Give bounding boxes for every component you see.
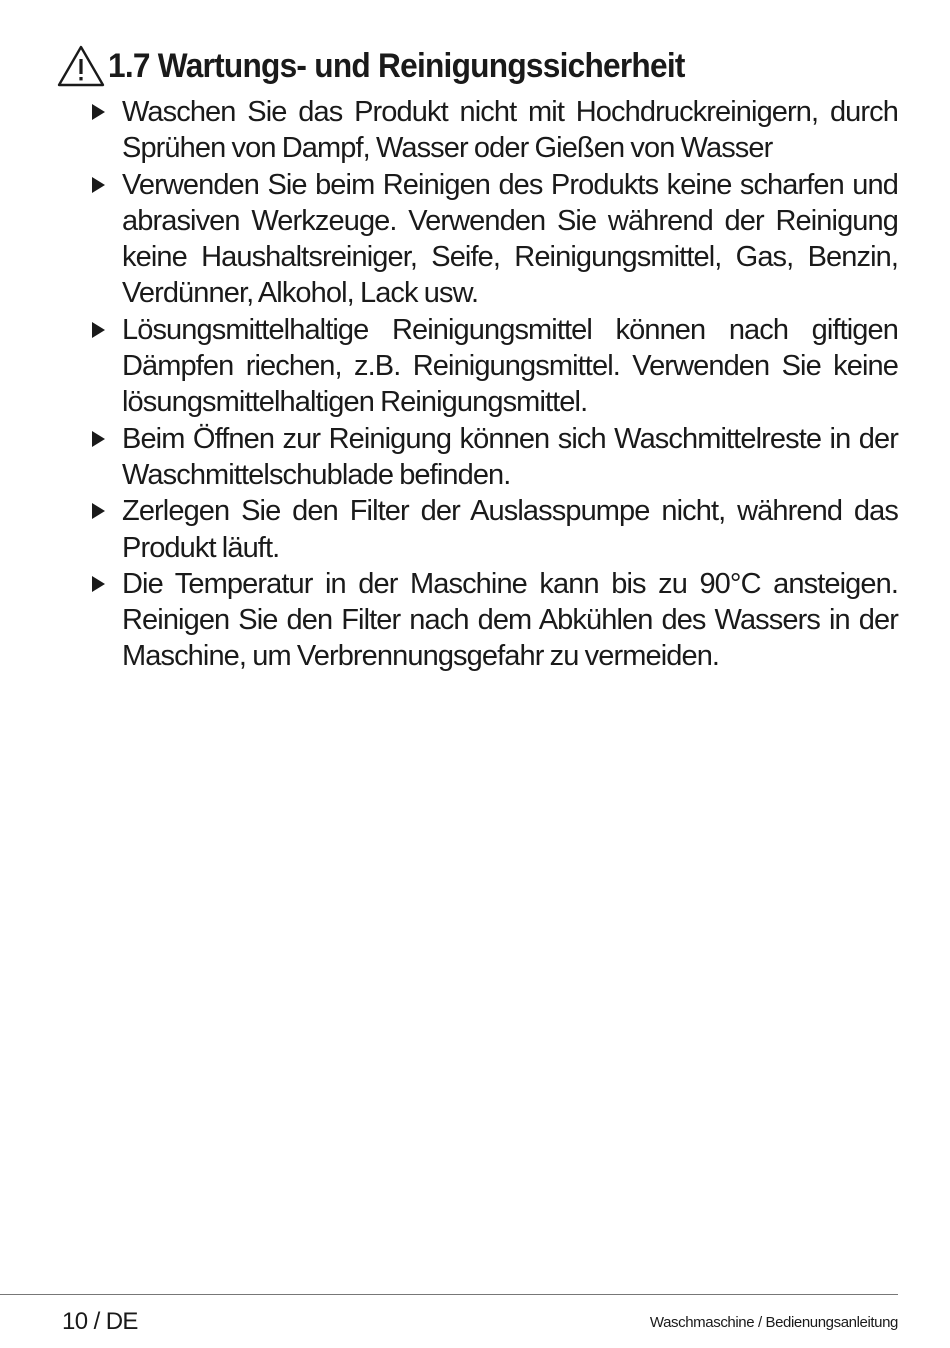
list-item: [90, 312, 898, 421]
section-heading: [56, 44, 728, 88]
list-item: [90, 566, 898, 675]
list-item-text: Beim Öffnen zur Reinigung können sich Waschmittelreste in der Waschmittelschublade befinden.: [122, 422, 898, 491]
list-item: [90, 94, 898, 167]
page-number: 10 / DE: [62, 1308, 138, 1335]
list-item: [90, 421, 898, 494]
safety-instructions-list: [90, 94, 898, 675]
list-item-text: Zerlegen Sie den Filter der Auslasspumpe nicht, während das Produkt läuft.: [122, 495, 898, 564]
triangle-bullet-icon: [92, 503, 105, 519]
list-item-text: Lösungsmittelhaltige Reinigungsmittel können nach giftigen Dämpfen riechen, z.B. Reinigungsmittel. Verwenden Sie keine lösungsmittelhaltigen Reinigungsmittel.: [122, 313, 898, 419]
footer-divider: [0, 1294, 898, 1295]
triangle-bullet-icon: [92, 431, 105, 447]
triangle-bullet-icon: [92, 576, 105, 592]
triangle-bullet-icon: [92, 104, 105, 120]
list-item-text: Die Temperatur in der Maschine kann bis zu 90°C ansteigen. Reinigen Sie den Filter nach dem Abkühlen des Wassers in der Maschine, um Verbrennungsgefahr zu vermeiden.: [122, 567, 898, 673]
list-item-text: Waschen Sie das Produkt nicht mit Hochdruckreinigern, durch Sprühen von Dampf, Wasser oder Gießen von Wasser: [122, 96, 898, 165]
list-item-text: Verwenden Sie beim Reinigen des Produkts keine scharfen und abrasiven Werkzeuge. Verwenden Sie während der Reinigung keine Haushaltsreiniger, Seife, Reinigungsmittel, Gas, Benzin, Verdünner, Alkohol, Lack usw.: [122, 168, 898, 310]
triangle-bullet-icon: [92, 177, 105, 193]
triangle-bullet-icon: [92, 322, 105, 338]
warning-triangle-icon: [56, 44, 106, 88]
footer-document-title: Waschmaschine / Bedienungsanleitung: [649, 1314, 898, 1331]
list-item: [90, 493, 898, 566]
section-title: 1.7 Wartungs- und Reinigungssicherheit: [108, 46, 685, 85]
list-item: [90, 167, 898, 312]
